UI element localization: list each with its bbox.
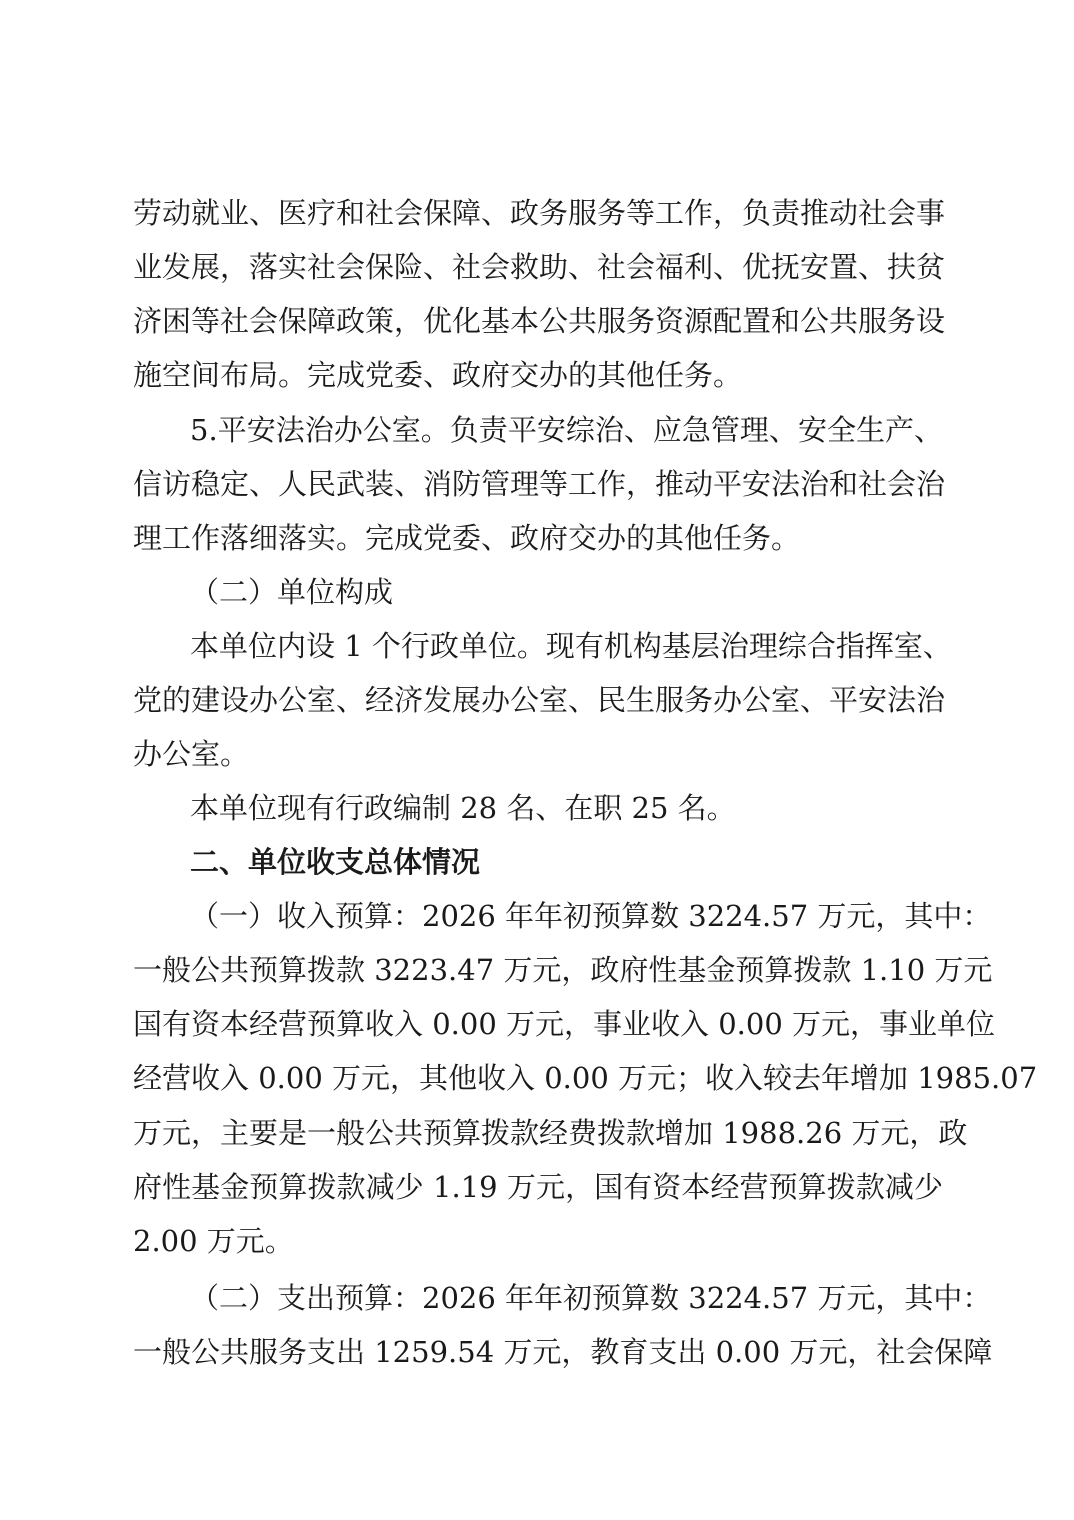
paragraph-line: 理工作落细落实。完成党委、政府交办的其他任务。 (133, 521, 801, 555)
paragraph-line: 业发展，落实社会保险、社会救助、社会福利、优抚安置、扶贫 (133, 250, 946, 284)
paragraph-line: 施空间布局。完成党委、政府交办的其他任务。 (133, 358, 743, 392)
paragraph-line: （一）收入预算：2026 年年初预算数 3224.57 万元，其中： (190, 899, 992, 933)
paragraph-line: 党的建设办公室、经济发展办公室、民生服务办公室、平安法治 (133, 683, 946, 717)
paragraph-line: 信访稳定、人民武装、消防管理等工作，推动平安法治和社会治 (133, 467, 946, 501)
paragraph-line: 济困等社会保障政策，优化基本公共服务资源配置和公共服务设 (133, 304, 946, 338)
paragraph-line: 经营收入 0.00 万元，其他收入 0.00 万元；收入较去年增加 1985.07 (133, 1061, 1038, 1095)
paragraph-line: 万元，主要是一般公共预算拨款经费拨款增加 1988.26 万元，政 (133, 1116, 968, 1150)
paragraph-line: 一般公共预算拨款 3223.47 万元，政府性基金预算拨款 1.10 万元 (133, 953, 993, 987)
section-heading: 二、单位收支总体情况 (190, 845, 481, 879)
paragraph-line: 府性基金预算拨款减少 1.19 万元，国有资本经营预算拨款减少 (133, 1170, 943, 1204)
paragraph-line: 本单位现有行政编制 28 名、在职 25 名。 (190, 791, 736, 825)
paragraph-line: 劳动就业、医疗和社会保障、政务服务等工作，负责推动社会事 (133, 196, 946, 230)
paragraph-line: 一般公共服务支出 1259.54 万元，教育支出 0.00 万元，社会保障 (133, 1335, 993, 1369)
paragraph-line: 2.00 万元。 (133, 1224, 294, 1258)
paragraph-line: 本单位内设 1 个行政单位。现有机构基层治理综合指挥室、 (190, 629, 952, 663)
paragraph-line: 5.平安法治办公室。负责平安综治、应急管理、安全生产、 (190, 413, 943, 447)
section-subheading: （二）单位构成 (190, 575, 394, 609)
paragraph-line: （二）支出预算：2026 年年初预算数 3224.57 万元，其中： (190, 1281, 992, 1315)
paragraph-line: 办公室。 (133, 737, 250, 771)
paragraph-line: 国有资本经营预算收入 0.00 万元，事业收入 0.00 万元，事业单位 (133, 1007, 996, 1041)
